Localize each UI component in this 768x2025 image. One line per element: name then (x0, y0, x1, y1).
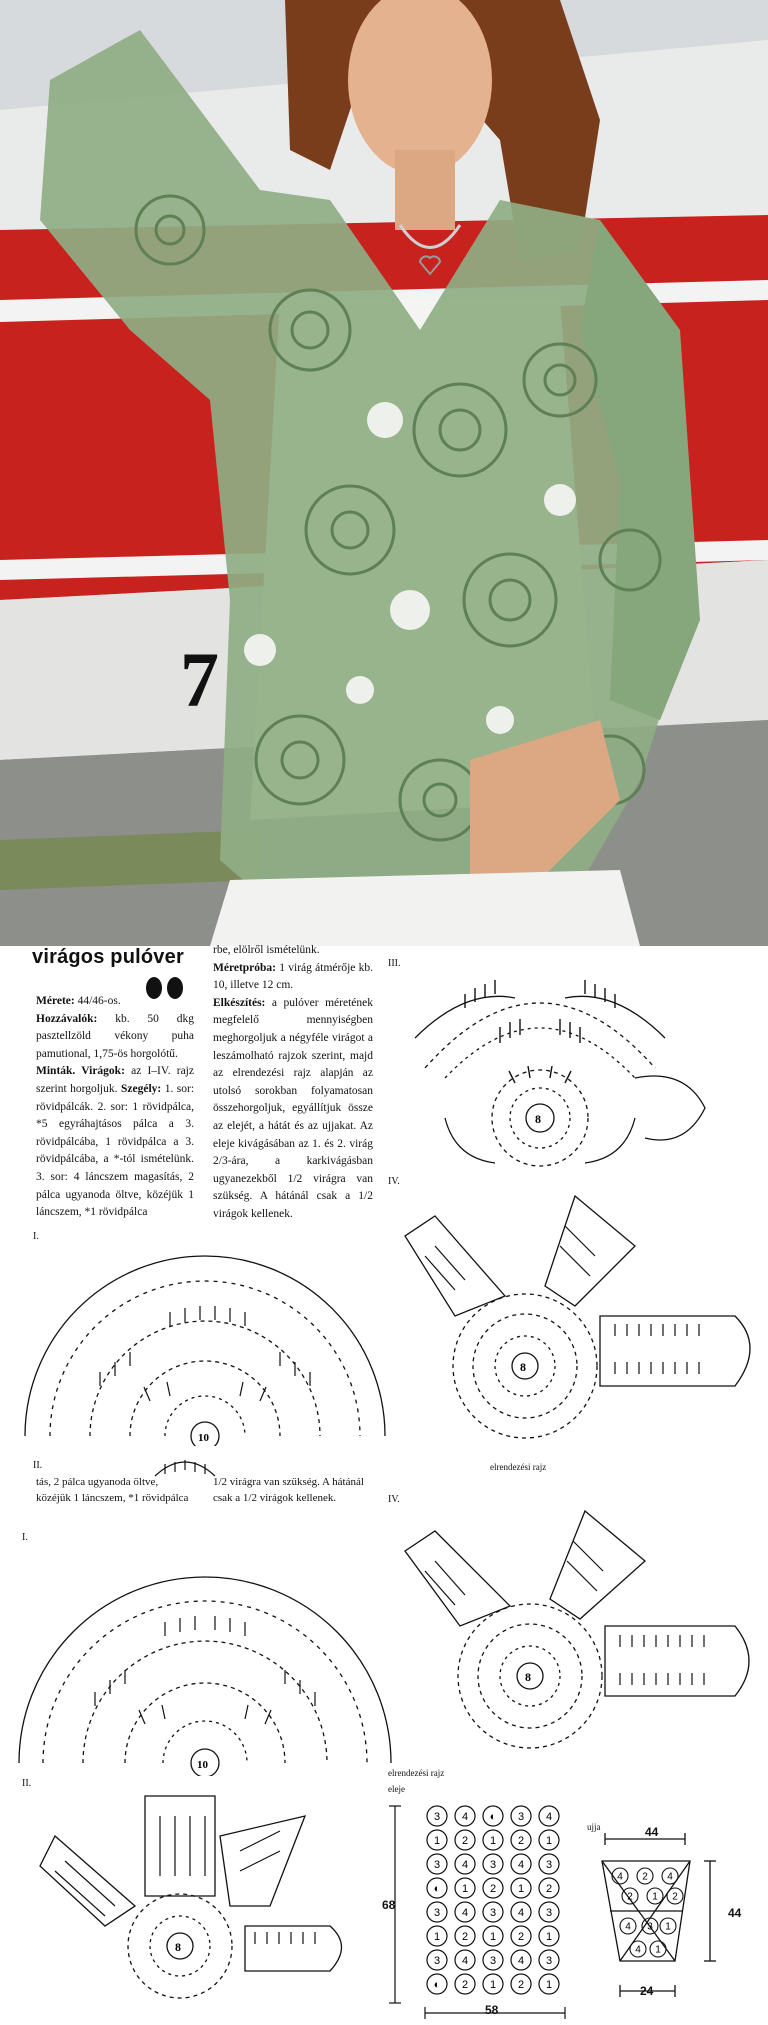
label-I-top: I. (33, 1231, 39, 1242)
pattern-section (0, 946, 768, 2025)
layout-number: ◐ (433, 1883, 441, 1895)
layout-number: 2 (489, 1883, 497, 1895)
pattern-title: virágos pulóver (32, 946, 184, 968)
sleeve-grid (612, 1868, 683, 1957)
layout-number: 1 (545, 1931, 553, 1943)
label-IV-bottom: IV. (388, 1494, 400, 1505)
crochet-diagram-IV-top (395, 1186, 765, 1446)
diagram-III-center: 8 (535, 1112, 541, 1126)
sleeve-top-dimension: 44 (645, 1825, 659, 1839)
front-width-dimension: 58 (485, 2003, 499, 2017)
layout-number: 4 (517, 1859, 525, 1871)
edge-label: Szegély: (120, 1082, 162, 1095)
crochet-diagram-III (405, 958, 715, 1173)
diagram-I-top-center: 10 (198, 1432, 209, 1444)
sleeve-number: 1 (665, 1921, 671, 1933)
layout-number: 3 (545, 1859, 553, 1871)
layout-number: 3 (433, 1859, 441, 1871)
layout-grid (427, 1806, 559, 1994)
layout-label: elrendezési rajz (388, 1768, 445, 1778)
label-IV-top: IV. (388, 1176, 400, 1187)
layout-number: 4 (517, 1907, 525, 1919)
sleeve-number: 1 (652, 1891, 658, 1903)
making-label: Elkészítés: (213, 996, 266, 1009)
diagram-I-bottom-center: 10 (197, 1759, 208, 1771)
sleeve-number: 4 (625, 1921, 631, 1933)
crochet-diagram-II-top (150, 1454, 220, 1478)
layout-number: 1 (489, 1835, 497, 1847)
layout-number: 3 (517, 1811, 525, 1823)
text-column-right (213, 942, 373, 1224)
label-I-bottom: I. (22, 1532, 28, 1543)
sleeve-number: 2 (627, 1891, 633, 1903)
text-snippet-left: tás, 2 pálca ugyanoda öltve, közéjük 1 láncszem, *1 rövidpálca (36, 1476, 189, 1504)
layout-number: 3 (489, 1859, 497, 1871)
layout-number: 1 (489, 1931, 497, 1943)
layout-number: ◐ (489, 1811, 497, 1823)
layout-number: 3 (433, 1811, 441, 1823)
sleeve-bottom-dimension: 24 (640, 1984, 654, 1998)
layout-number: 3 (545, 1907, 553, 1919)
layout-number: ◐ (433, 1979, 441, 1991)
layout-number: 4 (461, 1811, 469, 1823)
crochet-diagram-I-bottom (15, 1536, 395, 1776)
layout-number: 2 (461, 1931, 469, 1943)
layout-chart-sleeve (590, 1831, 740, 2021)
label-II-bottom: II. (22, 1778, 32, 1789)
layout-number: 2 (461, 1979, 469, 1991)
sleeve-number: 4 (667, 1871, 673, 1883)
sleeve-number: 4 (635, 1944, 641, 1956)
layout-number: 1 (433, 1835, 441, 1847)
layout-number: 1 (517, 1883, 525, 1895)
layout-number: 2 (461, 1835, 469, 1847)
layout-number: 2 (517, 1835, 525, 1847)
sleeve-label: ujja (587, 1822, 601, 1832)
photo-number: 7 (180, 636, 219, 723)
layout-number: 4 (461, 1955, 469, 1967)
sleeve-number: 4 (617, 1871, 623, 1883)
layout-number: 2 (517, 1979, 525, 1991)
layout-number: 4 (517, 1955, 525, 1967)
front-height-dimension: 68 (382, 1898, 396, 1912)
size-label: Mérete: (36, 995, 75, 1007)
layout-number: 3 (433, 1955, 441, 1967)
gauge-value: 1 virág átmérője kb. 10, illetve 12 cm. (213, 961, 373, 992)
making-value: a pulóver méretének megfelelő mennyiségben meghorgoljuk a négyféle virágot a leszámolható rajzok szerint, majd az elrendezési rajz alapján az utolsó sorokban folyamatosan összehorgoljuk, egyállítjuk össze az elejét, a hátát és az ujjakat. Az eleje kivágásában az 1. és 2. virág 2/3-ára, a karkivágásban ugyanezekből 1/2 virágra van szükség. A hátánál csak a 1/2 virágok kellenek. (213, 996, 374, 1220)
photo-illustration (0, 0, 768, 946)
layout-number: 1 (461, 1883, 469, 1895)
label-III: III. (388, 958, 401, 969)
text-snippet-right: 1/2 virágra van szükség. A hátánál csak a 1/2 virágok kellenek. (213, 1476, 364, 1504)
layout-number: 2 (545, 1883, 553, 1895)
model-photo (0, 0, 768, 946)
patterns-value: az I–IV. rajz szerint horgoljuk. (36, 1065, 194, 1095)
label-II-top: II. (33, 1460, 43, 1471)
sleeve-number: 1 (655, 1944, 661, 1956)
edge-value: 1. sor: rövidpálcák. 2. sor: 1 rövidpálca, *5 egyráhajtásos pálca a 3. rövidpálcába, 1 rövidpálca a 3. rövidpálcába, a *-tól ismételünk. 3. sor: 4 láncszem magasítás, 2 pálca ugyanoda öltve, közéjük 1 láncszem, *1 rövidpálca (36, 1082, 195, 1219)
layout-number: 2 (517, 1931, 525, 1943)
size-value: 44/46-os. (77, 995, 121, 1007)
patterns-label: Minták. Virágok: (36, 1065, 125, 1078)
crochet-diagram-I-top (20, 1236, 390, 1446)
layout-number: 1 (545, 1835, 553, 1847)
front-label: eleje (388, 1784, 405, 1794)
materials-value: kb. 50 dkg pasztellzöld vékony puha pamutional, 1,75-ös horgolótű. (36, 1012, 195, 1060)
gauge-label: Méretpróba: (213, 961, 277, 974)
layout-number: 3 (489, 1907, 497, 1919)
diagram-IV-top-center: 8 (520, 1360, 526, 1374)
crochet-diagram-II-bottom (35, 1776, 355, 2016)
layout-number: 4 (461, 1907, 469, 1919)
layout-number: 4 (545, 1811, 553, 1823)
diagram-II-bottom-center: 8 (175, 1940, 181, 1954)
sleeve-height-dimension: 44 (728, 1906, 742, 1920)
sleeve-number: 2 (672, 1891, 678, 1903)
layout-number: 3 (545, 1955, 553, 1967)
layout-number: 1 (545, 1979, 553, 1991)
layout-chart-front (385, 1798, 585, 2023)
layout-number: 1 (433, 1931, 441, 1943)
diagram-IV-bottom-center: 8 (525, 1670, 531, 1684)
layout-label-top: elrendezési rajz (490, 1462, 547, 1472)
sleeve-number: 3 (647, 1921, 653, 1933)
text-column-left (36, 993, 194, 1222)
crochet-diagram-IV-bottom (395, 1501, 765, 1751)
layout-number: 3 (489, 1955, 497, 1967)
materials-label: Hozzávalók: (36, 1012, 98, 1025)
layout-number: 4 (461, 1859, 469, 1871)
layout-number: 1 (489, 1979, 497, 1991)
sleeve-number: 2 (642, 1871, 648, 1883)
layout-number: 3 (433, 1907, 441, 1919)
lead-text: rbe, elölről ismételünk. (213, 944, 320, 956)
